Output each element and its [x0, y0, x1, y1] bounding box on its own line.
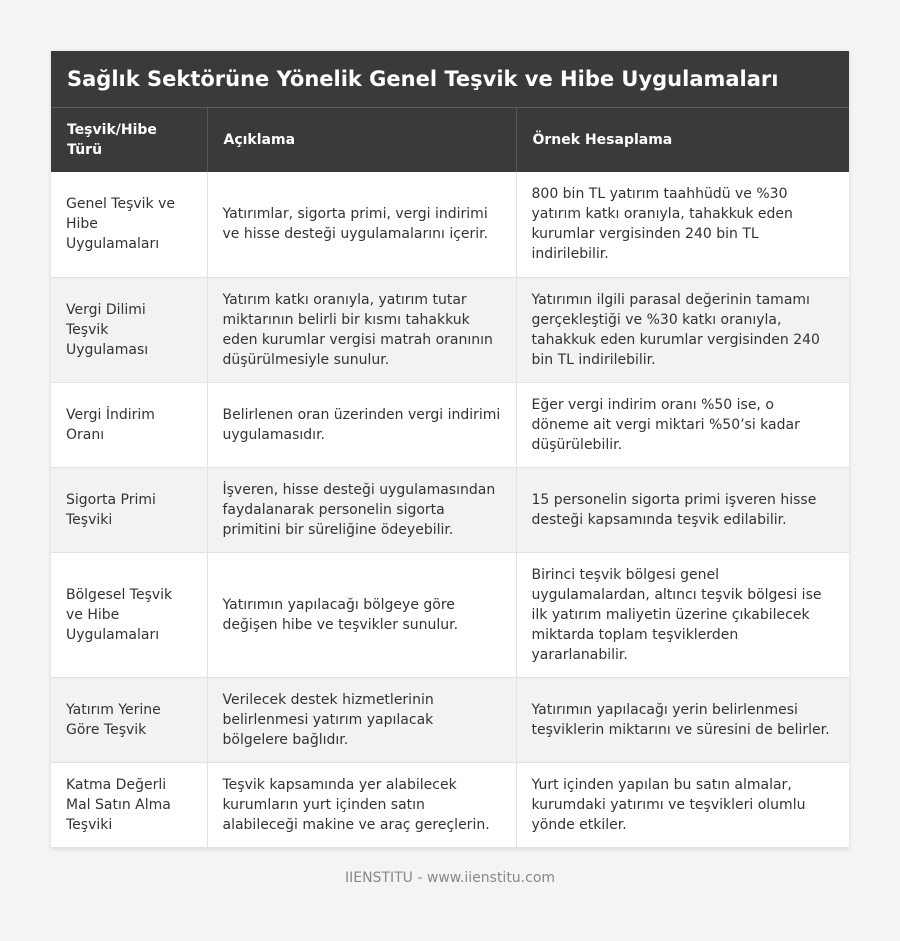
cell-example: Birinci teşvik bölgesi genel uygulamalardan, altıncı teşvik bölgesi ise ilk yatırım maliyetin üzerine çıkabilecek miktarda toplam teşviklerden yararlanabilir. [516, 552, 849, 677]
table-row [51, 762, 849, 847]
cell-type: Bölgesel Teşvik ve Hibe Uygulamaları [51, 552, 207, 677]
footer-credit: IIENSTITU - www.iienstitu.com [344, 870, 556, 886]
table-header-row [51, 108, 849, 172]
table-row [51, 382, 849, 467]
cell-type: Yatırım Yerine Göre Teşvik [51, 677, 207, 762]
cell-example: Yatırımın yapılacağı yerin belirlenmesi teşviklerin miktarını ve süresini de belirler. [516, 677, 849, 762]
cell-type: Vergi Dilimi Teşvik Uygulaması [51, 277, 207, 382]
column-header-description: Açıklama [207, 108, 516, 172]
cell-example: Eğer vergi indirim oranı %50 ise, o döneme ait vergi miktari %50’si kadar düşürülebilir. [516, 382, 849, 467]
table-row [51, 172, 849, 277]
cell-description: Yatırım katkı oranıyla, yatırım tutar miktarının belirli bir kısmı tahakkuk eden kurumlar vergisi matrah oranının düşürülmesiyle sunulur. [207, 277, 516, 382]
cell-example: Yurt içinden yapılan bu satın almalar, kurumdaki yatırımı ve teşvikleri olumlu yönde etkiler. [516, 762, 849, 847]
cell-description: Belirlenen oran üzerinden vergi indirimi uygulamasıdır. [207, 382, 516, 467]
column-header-type: Teşvik/Hibe Türü [51, 108, 207, 172]
cell-type: Vergi İndirim Oranı [51, 382, 207, 467]
cell-description: Teşvik kapsamında yer alabilecek kurumların yurt içinden satın alabileceği makine ve araç gereçlerin. [207, 762, 516, 847]
cell-example: 15 personelin sigorta primi işveren hisse desteği kapsamında teşvik edilabilir. [516, 467, 849, 552]
cell-example: 800 bin TL yatırım taahhüdü ve %30 yatırım katkı oranıyla, tahakkuk eden kurumlar vergisinden 240 bin TL indirilebilir. [516, 172, 849, 277]
cell-description: İşveren, hisse desteği uygulamasından faydalanarak personelin sigorta primitini bir süreliğine ödeyebilir. [207, 467, 516, 552]
cell-description: Yatırımın yapılacağı bölgeye göre değişen hibe ve teşvikler sunulur. [207, 552, 516, 677]
cell-description: Verilecek destek hizmetlerinin belirlenmesi yatırım yapılacak bölgelere bağlıdır. [207, 677, 516, 762]
cell-type: Sigorta Primi Teşviki [51, 467, 207, 552]
table-row [51, 677, 849, 762]
column-header-example: Örnek Hesaplama [516, 108, 849, 172]
cell-type: Genel Teşvik ve Hibe Uygulamaları [51, 172, 207, 277]
table-row [51, 277, 849, 382]
page-title: Sağlık Sektörüne Yönelik Genel Teşvik ve Hibe Uygulamaları [51, 51, 849, 108]
cell-example: Yatırımın ilgili parasal değerinin tamamı gerçekleştiği ve %30 katkı oranıyla, tahakkuk eden kurumlar vergisinden 240 bin TL indirilebilir. [516, 277, 849, 382]
content-card [51, 51, 849, 848]
table-row [51, 467, 849, 552]
table-row [51, 552, 849, 677]
incentive-table [51, 108, 849, 848]
cell-type: Katma Değerli Mal Satın Alma Teşviki [51, 762, 207, 847]
cell-description: Yatırımlar, sigorta primi, vergi indirimi ve hisse desteği uygulamalarını içerir. [207, 172, 516, 277]
